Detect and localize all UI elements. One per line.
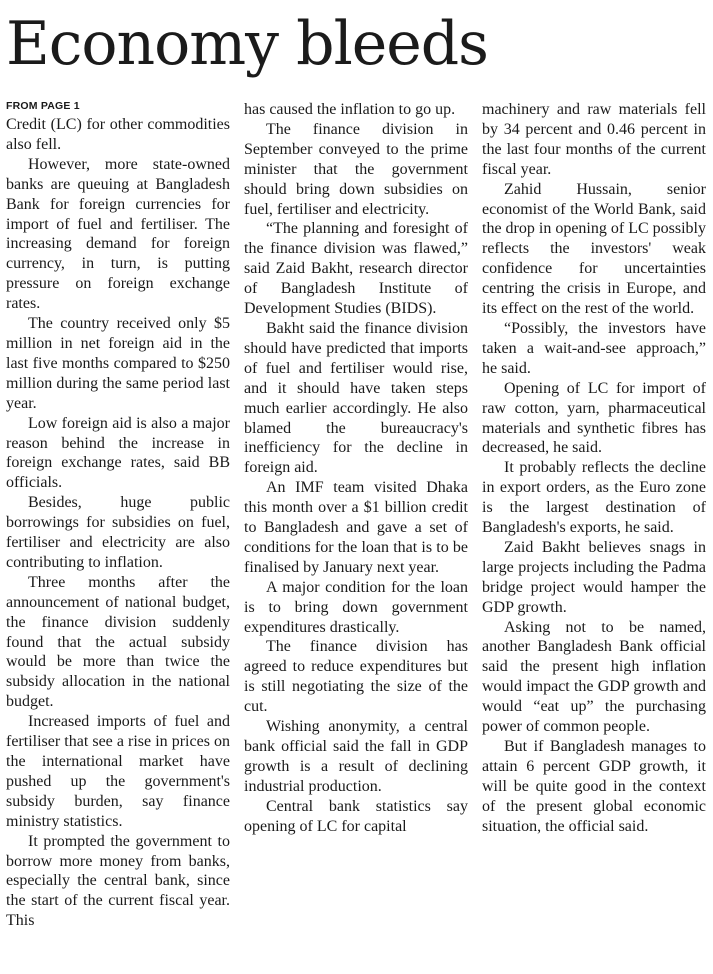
paragraph: has caused the inflation to go up. <box>244 101 456 118</box>
paragraph: A major condition for the loan is to bring down government expenditures drastically. <box>244 578 468 636</box>
paragraph: Opening of LC for import of raw cotton, yarn, pharmaceutical materials and synthetic fibres has decreased, he said. <box>482 379 706 457</box>
paragraph: It prompted the government to borrow more money from banks, especially the central bank, since the start of the current fiscal year. This <box>6 832 230 930</box>
paragraph: The finance division in September conveyed to the prime minister that the government should bring down subsidies on fuel, fertiliser and electricity. <box>244 120 468 218</box>
paragraph: Asking not to be named, another Bangladesh Bank official said the present high inflation would impact the GDP growth and would “eat up” the purchasing power of common people. <box>482 618 706 736</box>
paragraph: Credit (LC) for other commodities also fell. <box>6 116 230 153</box>
paragraph: Zaid Bakht believes snags in large projects including the Padma bridge project would hamper the GDP growth. <box>482 538 706 616</box>
paragraph: “The planning and foresight of the finance division was flawed,” said Zaid Bakht, research director of Bangladesh Institute of Development Studies (BIDS). <box>244 220 468 318</box>
paragraph: The finance division has agreed to reduce expenditures but is still negotiating the size of the cut. <box>244 638 468 716</box>
paragraph: Three months after the announcement of national budget, the finance division suddenly found that the actual subsidy would be more than twice the subsidy allocation in the national budget. <box>6 573 230 711</box>
paragraph: Central bank statistics say opening of LC for capital <box>244 797 468 835</box>
paragraph: Zahid Hussain, senior economist of the World Bank, said the drop in opening of LC possibly reflects the investors' weak confidence for uncertainties centring the crisis in Europe, and its effect on the rest of the world. <box>482 180 706 318</box>
paragraph: Increased imports of fuel and fertiliser that see a rise in prices on the international market have pushed up the government's subsidy burden, say finance ministry statistics. <box>6 713 230 830</box>
paragraph: Low foreign aid is also a major reason behind the increase in foreign exchange rates, said BB officials. <box>6 414 230 492</box>
column-2 <box>244 100 468 970</box>
article-body <box>6 100 707 970</box>
kicker: FROM PAGE 1 <box>6 100 80 112</box>
paragraph: The country received only $5 million in net foreign aid in the last five months compared to $250 million during the same period last year. <box>6 315 230 412</box>
column-1 <box>6 100 230 970</box>
paragraph: Wishing anonymity, a central bank official said the fall in GDP growth is a result of declining industrial production. <box>244 718 468 795</box>
paragraph: However, more state-owned banks are queuing at Bangladesh Bank for foreign currencies for import of fuel and fertiliser. The increasing demand for foreign currency, in turn, is putting pressure on foreign exchange rates. <box>6 155 230 313</box>
paragraph: It probably reflects the decline in export orders, as the Euro zone is the largest destination of Bangladesh's exports, he said. <box>482 459 706 537</box>
paragraph: machinery and raw materials fell by 34 percent and 0.46 percent in the last four months of the current fiscal year. <box>482 101 706 178</box>
paragraph: Besides, huge public borrowings for subsidies on fuel, fertiliser and electricity are also contributing to inflation. <box>6 494 230 571</box>
headline: Economy bleeds <box>6 9 488 79</box>
paragraph: “Possibly, the investors have taken a wait-and-see approach,” he said. <box>482 319 706 377</box>
paragraph: An IMF team visited Dhaka this month over a $1 billion credit to Bangladesh and gave a set of conditions for the loan that is to be finalised by January next year. <box>244 479 468 576</box>
column-3 <box>482 100 706 970</box>
paragraph: Bakht said the finance division should have predicted that imports of fuel and fertiliser would rise, and it should have taken steps much earlier accordingly. He also blamed the bureaucracy's inefficiency for the decline in foreign aid. <box>244 319 468 477</box>
paragraph: But if Bangladesh manages to attain 6 percent GDP growth, it will be quite good in the context of the present global economic situation, the official said. <box>482 738 706 835</box>
